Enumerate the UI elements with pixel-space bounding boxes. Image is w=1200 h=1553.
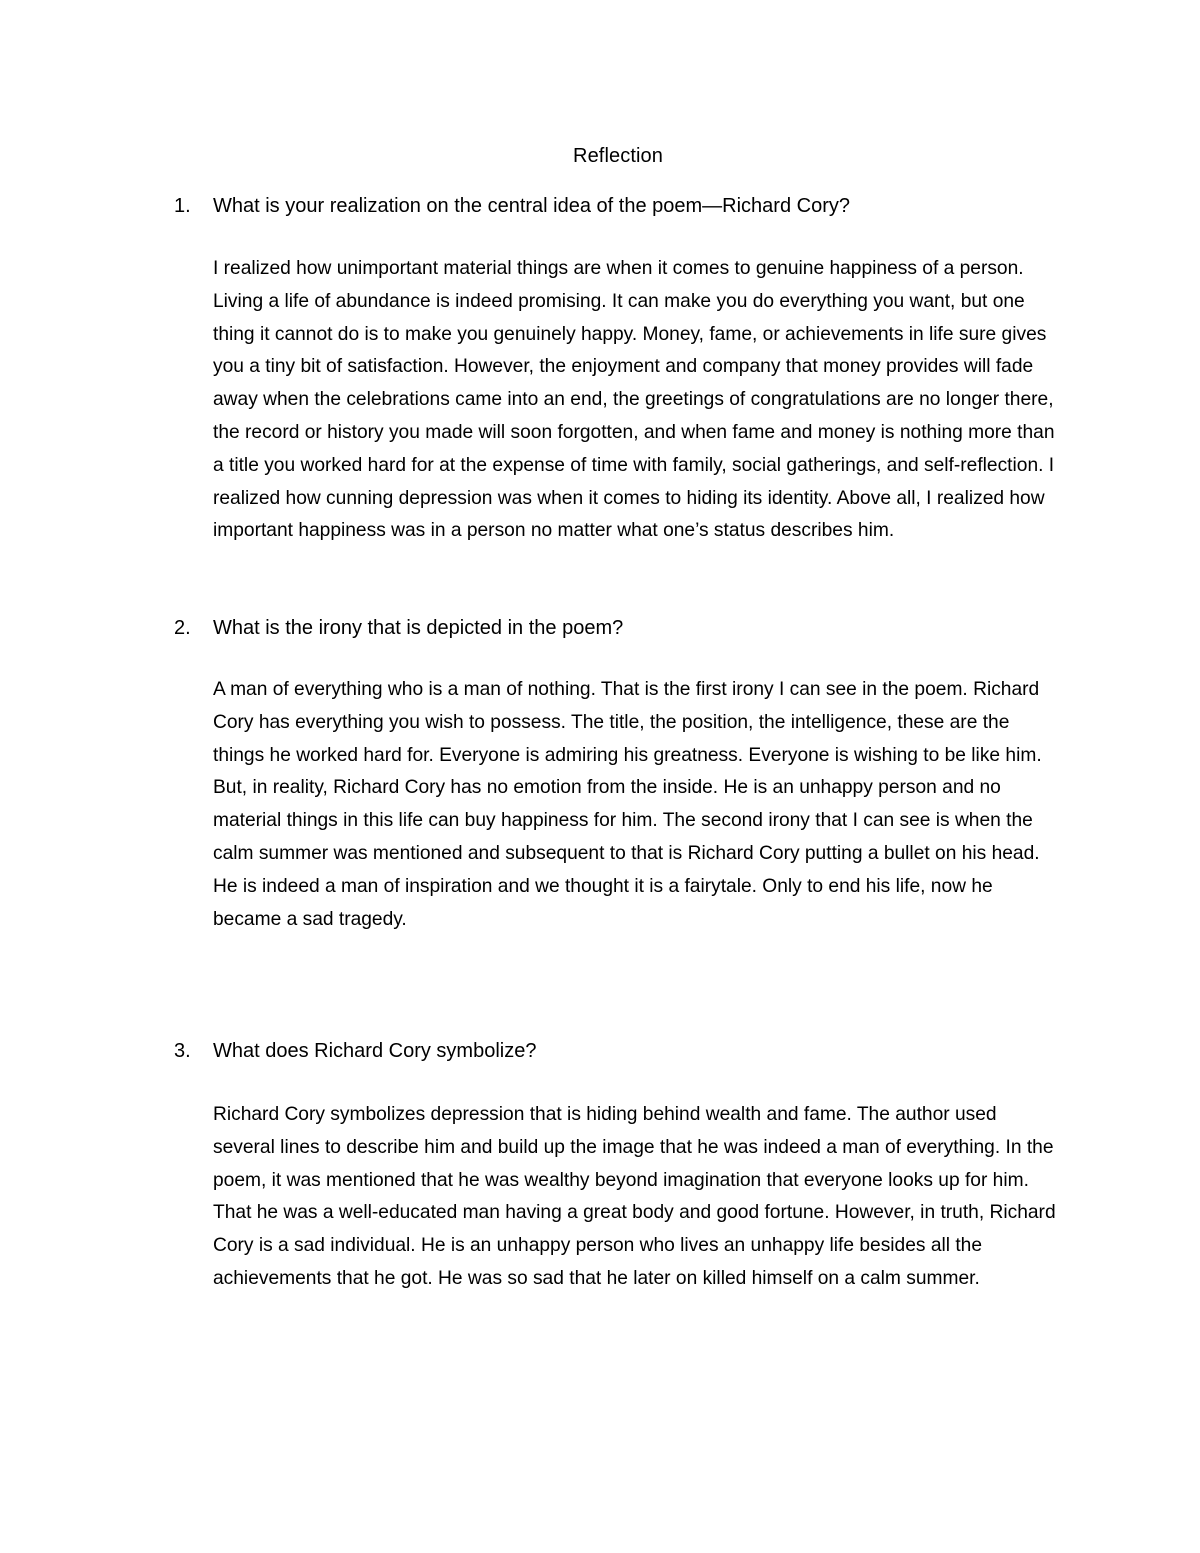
item-answer: Richard Cory symbolizes depression that is hiding behind wealth and fame. The author used several lines to describe him and build up the image that he was indeed a man of everything. In the poem, it was mentioned that he was wealthy beyond imagination that everyone looks up for him. That he was a well-educated man having a great body and good fortune. However, in truth, Richard Cory is a sad individual. He is an unhappy person who lives an unhappy life besides all the achievements that he got. He was so sad that he later on killed himself on a calm summer.	[213, 1104, 1056, 1289]
document-title: Reflection	[573, 145, 663, 167]
item-question: What is your realization on the central idea of the poem—Richard Cory?	[213, 195, 850, 217]
item-answer: A man of everything who is a man of nothing. That is the first irony I can see in the poem. Richard Cory has everything you wish to possess. The title, the position, the intelligence, these are the things he worked hard for. Everyone is admiring his greatness. Everyone is wishing to be like him. But, in reality, Richard Cory has no emotion from the inside. He is an unhappy person and no material things in this life can buy happiness for him. The second irony that I can see is when the calm summer was mentioned and subsequent to that is Richard Cory putting a bullet on his head. He is indeed a man of inspiration and we thought it is a fairytale. Only to end his life, now he became a sad tragedy.	[213, 679, 1042, 930]
item-question: What does Richard Cory symbolize?	[213, 1040, 537, 1062]
item-number: 2.	[174, 617, 191, 639]
item-answer: I realized how unimportant material things are when it comes to genuine happiness of a person. Living a life of abundance is indeed promising. It can make you do everything you want, but one thing it cannot do is to make you genuinely happy. Money, fame, or achievements in life sure gives you a tiny bit of satisfaction. However, the enjoyment and company that money provides will fade away when the celebrations came into an end, the greetings of congratulations are no longer there, the record or history you made will soon forgotten, and when fame and money is nothing more than a title you worked hard for at the expense of time with family, social gatherings, and self-reflection. I realized how cunning depression was when it comes to hiding its identity. Above all, I realized how important happiness was in a person no matter what one’s status describes him.	[213, 258, 1055, 542]
item-question: What is the irony that is depicted in the poem?	[213, 617, 624, 639]
item-number: 1.	[174, 195, 191, 217]
item-number: 3.	[174, 1040, 191, 1062]
